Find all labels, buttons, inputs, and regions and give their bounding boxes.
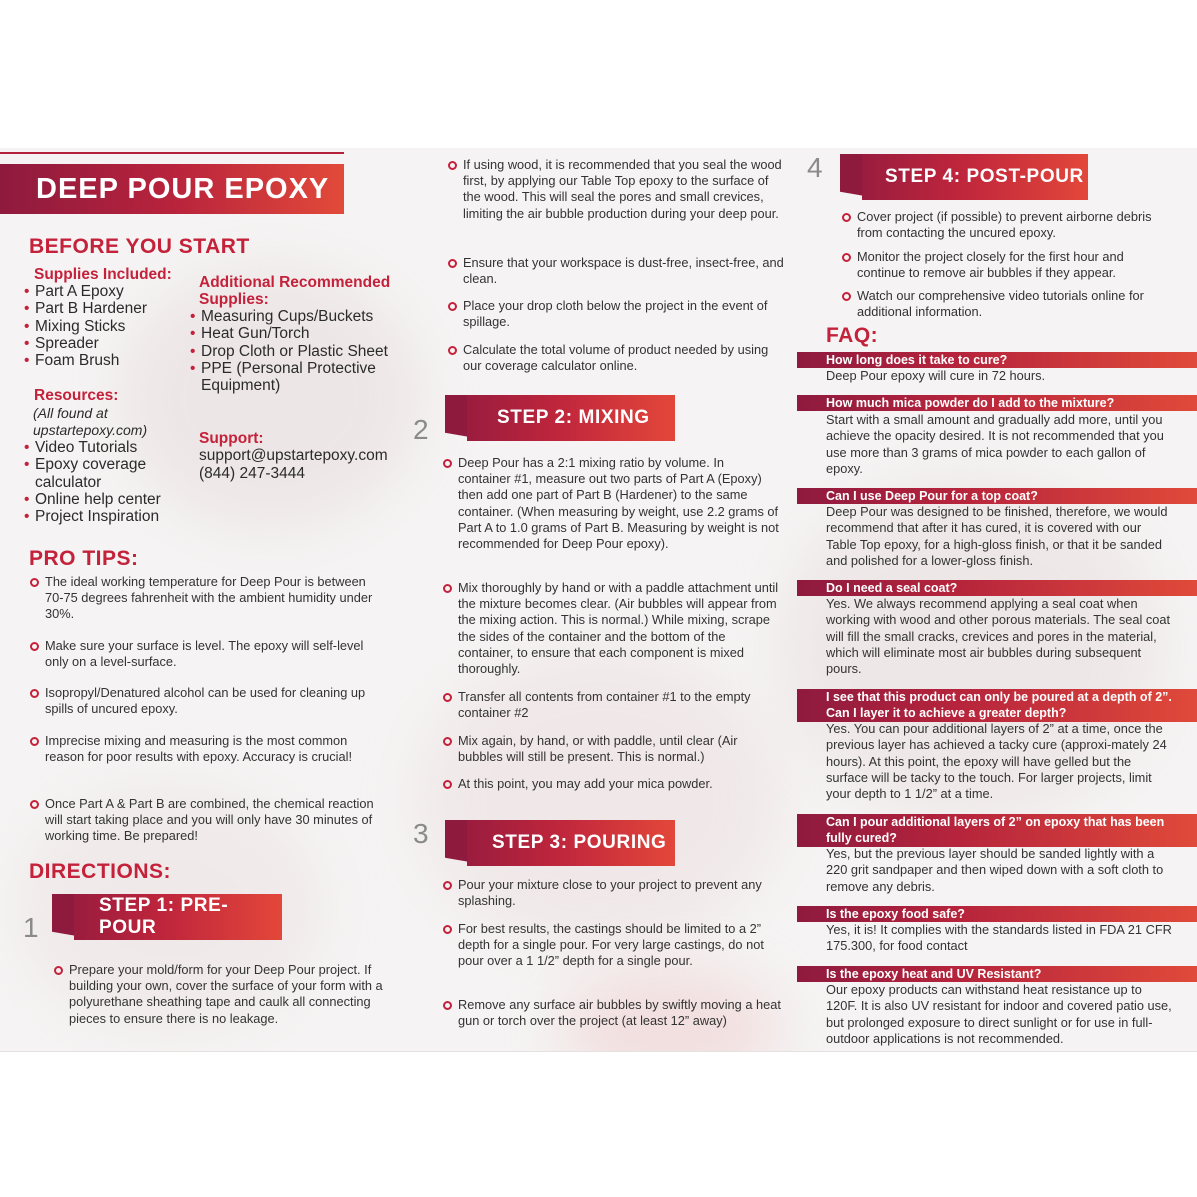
faq-heading: FAQ: xyxy=(826,324,879,347)
list-item: • Online help center xyxy=(24,491,189,508)
step-item: Cover project (if possible) to prevent airborne debris from contacting the uncured epoxy. xyxy=(841,209,1175,241)
step-item: Mix thoroughly by hand or with a paddle attachment until the mixture becomes clear. (Air bubbles will appear from the mixing action. This is normal.) While mixing, scrape the sides of the container and the bottom of the container, to ensure that each component is mixed thoroughly. xyxy=(442,580,780,677)
step-number: 3 xyxy=(413,818,429,849)
pro-tip: Imprecise mixing and measuring is the most common reason for poor results with epoxy. Accuracy is crucial! xyxy=(29,733,380,765)
step-item: Calculate the total volume of product needed by using our coverage calculator online. xyxy=(447,342,785,374)
faq-question xyxy=(797,352,1197,368)
step-number: 2 xyxy=(413,414,429,445)
step-number: 1 xyxy=(23,912,39,943)
list-item: • Video Tutorials xyxy=(24,439,189,456)
step-item: Watch our comprehensive video tutorials online for additional information. xyxy=(841,288,1175,320)
list-item: • Part A Epoxy xyxy=(24,283,194,300)
step-item: Deep Pour has a 2:1 mixing ratio by volume. In container #1, measure out two parts of Part A (Epoxy) then add one part of Part B (Hardener) to the same container. (When measuring by weight, use 2.2 grams of Part A to 1.0 grams of Part B. Measuring by weight is not recommended for Deep Pour epoxy). xyxy=(442,455,780,552)
faq-question xyxy=(797,966,1197,982)
step-title: STEP 4: POST-POUR xyxy=(885,166,1084,187)
step-title: STEP 3: POURING xyxy=(492,832,667,853)
additional-heading: Additional Recommended Supplies: xyxy=(199,274,391,308)
directions-heading: DIRECTIONS: xyxy=(29,860,171,883)
faq-question xyxy=(797,395,1197,411)
list-item: • Heat Gun/Torch xyxy=(190,325,390,342)
step-4-banner xyxy=(840,154,1088,200)
step-item: Remove any surface air bubbles by swiftly moving a heat gun or torch over the project (at least 12” away) xyxy=(442,997,783,1029)
list-item: • Mixing Sticks xyxy=(24,318,194,335)
resources-list xyxy=(24,439,189,525)
pro-tips-heading: PRO TIPS: xyxy=(29,547,139,570)
faq-question-text: Can I use Deep Pour for a top coat? xyxy=(826,489,1038,503)
list-item: • PPE (Personal Protective Equipment) xyxy=(190,360,390,395)
list-item: • Part B Hardener xyxy=(24,300,194,317)
list-item: • Spreader xyxy=(24,335,194,352)
faq-question-text: Can I pour additional layers of 2” on epoxy that has been fully cured? xyxy=(826,815,1165,845)
title-banner xyxy=(0,164,344,214)
step-item: Mix again, by hand, or with paddle, until clear (Air bubbles will still be present. This is normal.) xyxy=(442,733,780,765)
list-item: • Foam Brush xyxy=(24,352,194,369)
faq-answer: Deep Pour was designed to be finished, therefore, we would recommend that after it has cured, it is covered with our Table Top epoxy, for a high-gloss finish, or that it be sanded and polished for a lower-gloss finish. xyxy=(826,504,1168,568)
title-rule xyxy=(0,152,344,154)
step-title: STEP 1: PRE-POUR xyxy=(99,895,229,938)
faq-question xyxy=(797,580,1197,596)
support-phone: (844) 247-3444 xyxy=(199,465,305,482)
resources-heading: Resources: xyxy=(34,387,119,404)
support-heading: Support: xyxy=(199,430,264,447)
support-email: support@upstartepoxy.com xyxy=(199,447,388,464)
additional-list xyxy=(190,308,390,394)
faq-answer: Start with a small amount and gradually add more, until you achieve the opacity desired. It is not recommended that you use more than 3 grams of mica powder to each gallon of epoxy. xyxy=(826,412,1164,476)
list-item: • Measuring Cups/Buckets xyxy=(190,308,390,325)
supplies-heading: Supplies Included: xyxy=(34,266,172,283)
list-item: • Project Inspiration xyxy=(24,508,189,525)
page-title: DEEP POUR EPOXY xyxy=(36,172,330,205)
faq-question-text: How much mica powder do I add to the mixture? xyxy=(826,396,1115,410)
step-1-banner xyxy=(52,894,282,940)
faq-question-text: Is the epoxy food safe? xyxy=(826,907,965,921)
list-item: • Drop Cloth or Plastic Sheet xyxy=(190,343,390,360)
pro-tip: The ideal working temperature for Deep Pour is between 70-75 degrees fahrenheit with the ambient humidity under 30%. xyxy=(29,574,380,623)
faq-answer: Yes, but the previous layer should be sanded lightly with a 220 grit sandpaper and then wiped down with a soft cloth to remove any debris. xyxy=(826,846,1164,894)
step-title: STEP 2: MIXING xyxy=(497,407,650,428)
resources-note: (All found at upstartepoxy.com) xyxy=(33,405,148,438)
step-item: Prepare your mold/form for your Deep Pour project. If building your own, cover the surface of your form with a polyurethane sheathing tape and caulk all connecting pieces to ensure there is no leakage. xyxy=(53,962,396,1027)
step-number: 4 xyxy=(807,152,823,183)
faq-question xyxy=(797,814,1197,847)
pro-tip: Make sure your surface is level. The epoxy will self-level only on a level-surface. xyxy=(29,638,380,670)
before-heading: BEFORE YOU START xyxy=(29,235,250,258)
faq-answer: Deep Pour epoxy will cure in 72 hours. xyxy=(826,368,1046,383)
step-item: Place your drop cloth below the project in the event of spillage. xyxy=(447,298,785,330)
faq-question-text: How long does it take to cure? xyxy=(826,353,1008,367)
step-3-banner xyxy=(445,820,675,866)
supplies-list xyxy=(24,283,194,369)
step-2-banner xyxy=(445,395,675,441)
faq-answer: Our epoxy products can withstand heat resistance up to 120F. It is also UV resistant for indoor and covered patio use, but prolonged exposure to direct sunlight or for use in full-outdoor applications is not recommended. xyxy=(826,982,1172,1046)
faq-question-text: Do I need a seal coat? xyxy=(826,581,958,595)
step-item: Pour your mixture close to your project to prevent any splashing. xyxy=(442,877,788,909)
step-item: Ensure that your workspace is dust-free, insect-free, and clean. xyxy=(447,255,785,287)
pro-tip: Once Part A & Part B are combined, the chemical reaction will start taking place and you will only have 30 minutes of working time. Be prepared! xyxy=(29,796,380,845)
list-item: • Epoxy coverage calculator xyxy=(24,456,189,491)
faq-answer: Yes, it is! It complies with the standards listed in FDA 21 CFR 175.300, for food contact xyxy=(826,922,1172,954)
faq-question xyxy=(797,488,1197,504)
pro-tip: Isopropyl/Denatured alcohol can be used for cleaning up spills of uncured epoxy. xyxy=(29,685,380,717)
faq-question xyxy=(797,689,1197,722)
step-item: If using wood, it is recommended that you seal the wood first, by applying our Table Top epoxy to the surface of the wood. This will seal the pores and small crevices, limiting the air bubble production during your deep pour. xyxy=(447,157,785,222)
faq-answer: Yes. You can pour additional layers of 2” at a time, once the previous layer has achieved a tacky cure (approxi-mately 24 hours). At this point, the epoxy will have gelled but the surface will be tacky to the touch. For larger projects, limit your depth to 1 1/2” at a time. xyxy=(826,721,1167,802)
step-item: Transfer all contents from container #1 to the empty container #2 xyxy=(442,689,780,721)
step-item: For best results, the castings should be limited to a 2” depth for a single pour. For very large castings, do not pour over a 1 1/2” depth for a single pour. xyxy=(442,921,783,970)
step-item: At this point, you may add your mica powder. xyxy=(442,776,780,792)
faq-question-text: Is the epoxy heat and UV Resistant? xyxy=(826,967,1042,981)
step-item: Monitor the project closely for the first hour and continue to remove air bubbles if they appear. xyxy=(841,249,1175,281)
faq-answer: Yes. We always recommend applying a seal coat when working with wood and other porous materials. The seal coat will fill the small cracks, crevices and pores in the material, which will eliminate most air bubbles during subsequent pours. xyxy=(826,596,1171,677)
faq-question-text: I see that this product can only be poured at a depth of 2”. Can I layer it to achieve a greater depth? xyxy=(826,690,1172,720)
faq-question xyxy=(797,906,1197,922)
